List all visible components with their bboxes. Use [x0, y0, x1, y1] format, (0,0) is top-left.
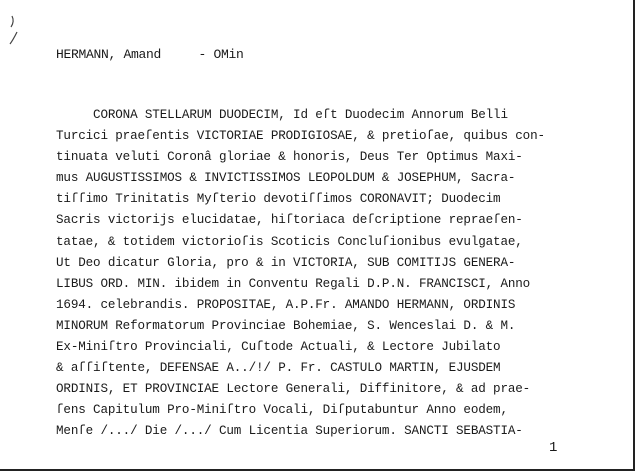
body-line: ſens Capitulum Pro-Miniſtro Vocali, Diſputabuntur Anno eodem,	[56, 403, 508, 418]
card-body	[56, 105, 576, 443]
body-line: 1694. celebrandis. PROPOSITAE, A.P.Fr. AMANDO HERMANN, ORDINIS	[56, 297, 516, 312]
body-line: Turcici praeſentis VICTORIAE PRODIGIOSAE, & pretioſae, quibus con-	[56, 129, 545, 144]
body-line: mus AUGUSTISSIMOS & INVICTISSIMOS LEOPOLDUM & JOSEPHUM, Sacra-	[56, 171, 516, 186]
page-number: 1	[549, 440, 558, 456]
body-line: & aſſiſtente, DEFENSAE A../!/ P. Fr. CASTULO MARTIN, EJUSDEM	[56, 361, 501, 376]
card-heading: HERMANN, Amand - OMin	[56, 47, 244, 62]
body-line: LIBUS ORD. MIN. ibidem in Conventu Regali D.P.N. FRANCISCI, Anno	[56, 276, 531, 291]
body-line: tatae, & totidem victorioſis Scoticis Concluſionibus evulgatae,	[56, 234, 523, 249]
body-line: Sacris victorijs elucidatae, hiſtoriaca deſcriptione repraeſen-	[56, 213, 523, 228]
body-line: CORONA STELLARUM DUODECIM, Id eſt Duodecim Annorum Belli	[56, 108, 508, 122]
body-line: ORDINIS, ET PROVINCIAE Lectore Generali, Diffinitore, & ad prae-	[56, 382, 531, 397]
body-line: tiſſimo Trinitatis Myſterio devotiſſimos CORONAVIT; Duodecim	[56, 192, 501, 207]
pencil-mark	[4, 14, 22, 48]
body-line: Menſe /.../ Die /.../ Cum Licentia Superiorum. SANCTI SEBASTIA-	[56, 424, 523, 439]
body-line: Ex-Miniſtro Provinciali, Cuſtode Actuali, & Lectore Jubilato	[56, 340, 501, 355]
body-line: MINORUM Reformatorum Provinciae Bohemiae, S. Wenceslai D. & M.	[56, 318, 516, 333]
body-line: Ut Deo dicatur Gloria, pro & in VICTORIA, SUB COMITIJS GENERA-	[56, 255, 516, 270]
body-line: tinuata veluti Coronâ gloriae & honoris, Deus Ter Optimus Maxi-	[56, 150, 523, 165]
